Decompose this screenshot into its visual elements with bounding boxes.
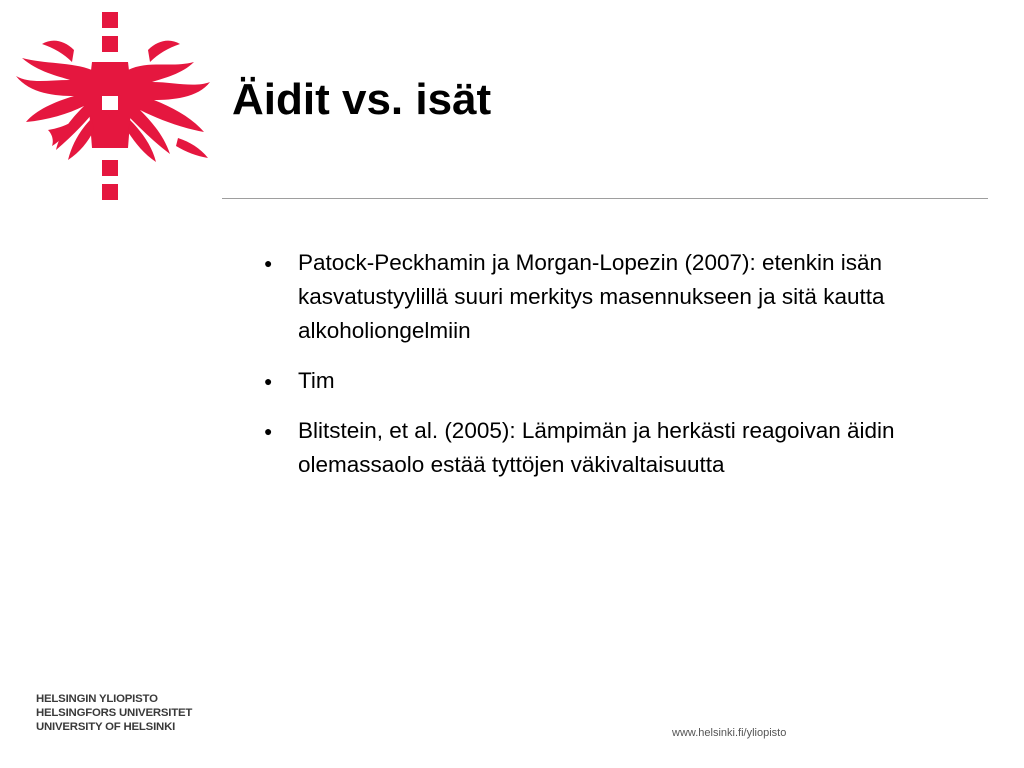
bullet-dot-icon: ● bbox=[264, 373, 273, 389]
footer-url: www.helsinki.fi/yliopisto bbox=[672, 727, 787, 739]
bullet-text: Patock-Peckhamin ja Morgan-Lopezin (2007): etenkin isän kasvatustyylillä suuri merkitys masennukseen ja sitä kautta alkoholiongelmiin bbox=[298, 250, 885, 343]
slide-title: Äidit vs. isät bbox=[232, 75, 492, 124]
university-name-logo bbox=[36, 692, 192, 734]
bullet-text: Tim bbox=[298, 368, 335, 393]
university-name-english: UNIVERSITY OF HELSINKI bbox=[36, 721, 176, 733]
university-name-finnish: HELSINGIN YLIOPISTO bbox=[36, 693, 158, 705]
bullet-item bbox=[260, 414, 990, 482]
bullet-list bbox=[260, 246, 990, 498]
bullet-dot-icon: ● bbox=[264, 423, 273, 439]
bullet-item bbox=[260, 364, 990, 398]
helsinki-flame-emblem-icon bbox=[8, 10, 216, 202]
bullet-dot-icon: ● bbox=[264, 255, 273, 271]
bullet-text: Blitstein, et al. (2005): Lämpimän ja herkästi reagoivan äidin olemassaolo estää tyttöjen väkivaltaisuutta bbox=[298, 418, 895, 477]
bullet-item bbox=[260, 246, 990, 348]
university-name-swedish: HELSINGFORS UNIVERSITET bbox=[36, 707, 193, 719]
title-divider bbox=[222, 198, 988, 199]
